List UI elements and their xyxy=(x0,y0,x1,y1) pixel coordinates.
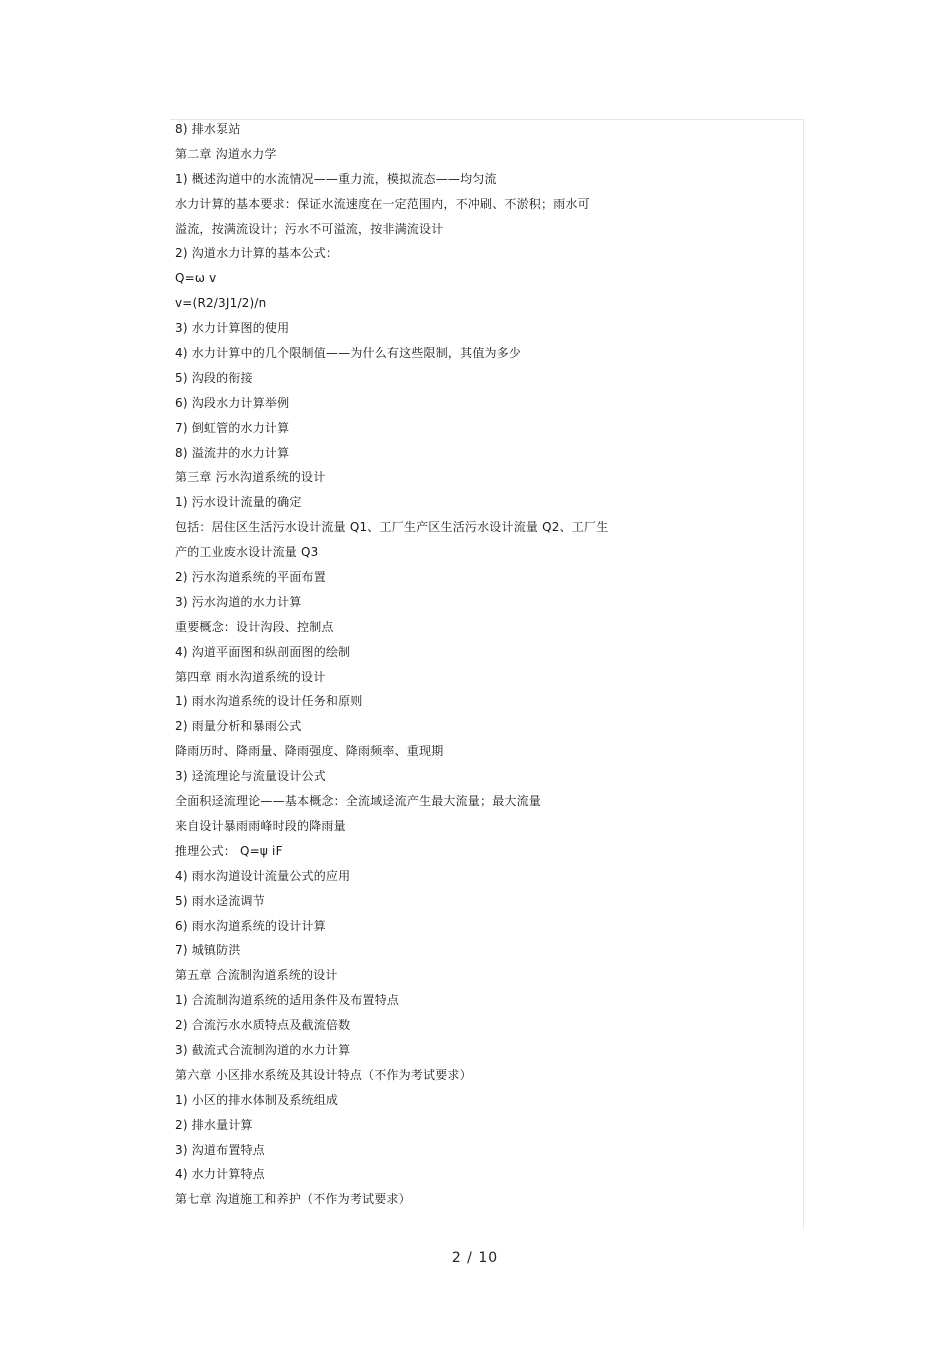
text-line: 3) 沟道布置特点 xyxy=(175,1142,265,1157)
text-line: 降雨历时、降雨量、降雨强度、降雨频率、重现期 xyxy=(175,744,444,759)
text-line: 4) 沟道平面图和纵剖面图的绘制 xyxy=(175,644,351,659)
text-line: 7) 城镇防洪 xyxy=(175,943,241,958)
text-line: 溢流，按满流设计；污水不可溢流，按非满流设计 xyxy=(175,221,444,236)
text-line: 5) 雨水迳流调节 xyxy=(175,893,265,908)
text-line: 产的工业废水设计流量 Q3 xyxy=(175,545,319,560)
text-line: 3) 截流式合流制沟道的水力计算 xyxy=(175,1042,351,1057)
text-line: 水力计算的基本要求：保证水流速度在一定范围内，不冲刷、不淤积；雨水可 xyxy=(175,196,590,211)
chapter-heading: 第三章 污水沟道系统的设计 xyxy=(175,470,326,485)
text-line: 8) 排水泵站 xyxy=(175,122,241,136)
text-line: 3) 水力计算图的使用 xyxy=(175,321,290,336)
chapter-heading: 第四章 雨水沟道系统的设计 xyxy=(175,669,326,684)
text-line: 3) 污水沟道的水力计算 xyxy=(175,594,302,609)
chapter-heading: 第六章 小区排水系统及其设计特点（不作为考试要求） xyxy=(175,1067,472,1082)
chapter-heading: 第七章 沟道施工和养护（不作为考试要求） xyxy=(175,1192,411,1207)
text-line: 6) 雨水沟道系统的设计计算 xyxy=(175,918,326,933)
text-line: 7) 倒虹管的水力计算 xyxy=(175,420,290,435)
text-line: 全面积迳流理论——基本概念：全流域迳流产生最大流量；最大流量 xyxy=(175,794,542,809)
formula-line: Q=ω v xyxy=(175,271,217,286)
text-line: 1) 概述沟道中的水流情况——重力流，模拟流态——均匀流 xyxy=(175,171,497,186)
text-line: 8) 溢流井的水力计算 xyxy=(175,445,290,460)
page-number: 2 / 10 xyxy=(451,1250,499,1266)
text-line: 2) 排水量计算 xyxy=(175,1117,253,1132)
text-line: 2) 污水沟道系统的平面布置 xyxy=(175,570,326,585)
text-line: 1) 小区的排水体制及系统组成 xyxy=(175,1092,339,1107)
text-line: 2) 沟道水力计算的基本公式： xyxy=(175,246,339,261)
text-line: 重要概念：设计沟段、控制点 xyxy=(175,619,334,634)
text-line: 5) 沟段的衔接 xyxy=(175,370,253,385)
text-line: 1) 污水设计流量的确定 xyxy=(175,495,302,510)
document-body xyxy=(175,117,795,1212)
chapter-heading: 第五章 合流制沟道系统的设计 xyxy=(175,968,338,983)
text-line: 2) 合流污水水质特点及截流倍数 xyxy=(175,1018,351,1033)
text-line: 2) 雨量分析和暴雨公式 xyxy=(175,719,302,734)
text-line: 3) 迳流理论与流量设计公式 xyxy=(175,769,326,784)
text-line: 来自设计暴雨雨峰时段的降雨量 xyxy=(175,818,346,833)
text-line: 4) 雨水沟道设计流量公式的应用 xyxy=(175,868,351,883)
text-line: 4) 水力计算中的几个限制值——为什么有这些限制，其值为多少 xyxy=(175,346,522,361)
text-line: 包括：居住区生活污水设计流量 Q1、工厂生产区生活污水设计流量 Q2、工厂生 xyxy=(175,520,609,535)
text-line: 1) 合流制沟道系统的适用条件及布置特点 xyxy=(175,993,400,1008)
formula-line: v=(R2/3J1/2)/n xyxy=(175,296,267,311)
formula-line: 推理公式： Q=ψ iF xyxy=(175,843,283,858)
chapter-heading: 第二章 沟道水力学 xyxy=(175,146,277,161)
text-line: 6) 沟段水力计算举例 xyxy=(175,395,290,410)
text-line: 1) 雨水沟道系统的设计任务和原则 xyxy=(175,694,363,709)
text-line: 4) 水力计算特点 xyxy=(175,1167,265,1182)
